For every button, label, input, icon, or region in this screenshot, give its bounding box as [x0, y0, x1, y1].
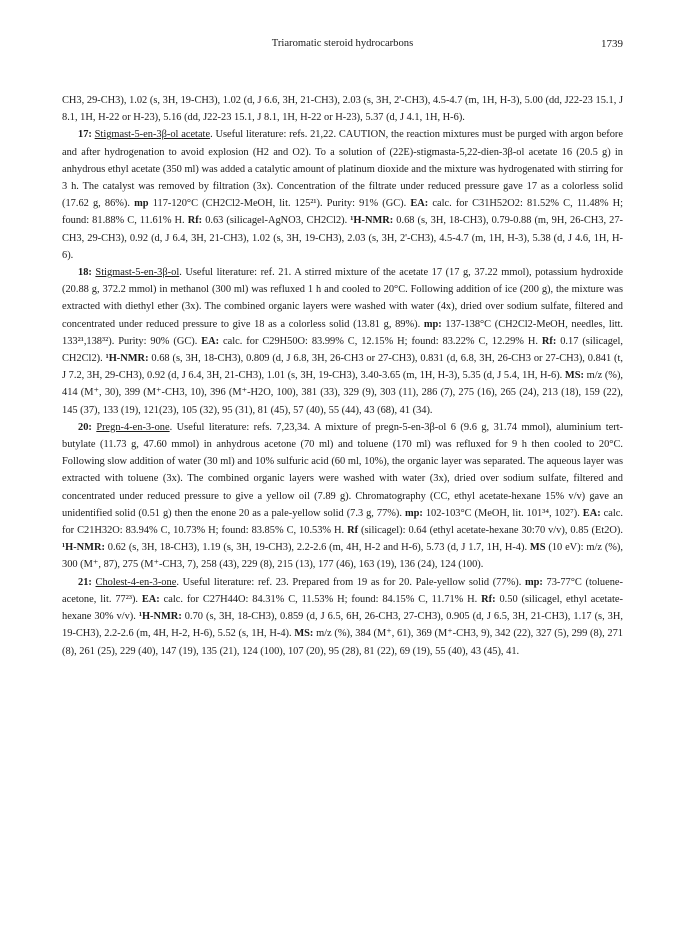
compound-title: Pregn-4-en-3-one — [96, 421, 170, 433]
text-run: 73-77°C (toluene-acetone, lit. 77²³). — [62, 576, 623, 605]
text-run: calc. for C21H32O: 83.94% C, 10.73% H; found: 83.85% C, 10.53% H. — [62, 507, 623, 537]
compound-title: Cholest-4-en-3-one — [95, 576, 177, 588]
data-label: Rf: — [481, 593, 496, 605]
paragraph-p3 — [62, 419, 623, 574]
text-run: calc. for C27H44O: 84.31% C, 11.53% H; found: 84.15% C, 11.71% H. — [159, 593, 482, 605]
text-run: 0.70 (s, 3H, 18-CH3), 0.859 (d, J 6.5, 6H, 26-CH3, 27-CH3), 0.905 (d, J 6.5, 3H, 21-CH3), 1.17 (s, 3H, 19-CH3), 2.2-2.6 (m, 4H, H-2, H-6), 5.52 (s, 1H, H-4). — [62, 611, 623, 640]
text-run: 0.63 (silicagel-AgNO3, CH2Cl2). — [202, 215, 351, 227]
data-label: Rf — [347, 525, 359, 537]
data-label: mp: — [524, 576, 543, 588]
paragraph-p0 — [62, 92, 623, 126]
text-run: m/z (%), 384 (M⁺, 61), 369 (M⁺-CH3, 9), 342 (22), 327 (5), 299 (8), 271 (8), 261 (25), 229 (40), 147 (19), 135 (21), 124 (100), 107 (20), 95 (28), 81 (22), 69 (19), 55 (40), 43 (45), 41. — [62, 628, 623, 657]
text-run: . Useful literature: ref. 21. A stirred mixture of the acetate 17 (17 g, 37.22 mmol), potassium hydroxide (20.88 g, 372.2 mmol) in methanol (300 ml) was refluxed 1 h and cooled to 20°C. Following addition of ice (200 g), the mixture was extracted with diethyl ether (3x). The combined organic layers were washed with water (4x), dried over sodium sulfate, filtered and concentrated under reduced pressure to give 18 as a colorless solid (13.81 g, 89%). — [62, 267, 623, 330]
text-run: (silicagel): 0.64 (ethyl acetate-hexane 30:70 v/v), 0.85 (Et2O). — [358, 525, 623, 537]
data-label: EA: — [410, 198, 429, 210]
compound-number: 18: — [78, 267, 96, 279]
text-run: 102-103°C (MeOH, lit. 101³⁴, 102⁷). — [422, 507, 583, 519]
text-run: 117-120°C (CH2Cl2-MeOH, lit. 125²¹). Purity: 91% (GC). — [148, 198, 411, 210]
data-label: mp: — [423, 318, 442, 330]
data-label: EA: — [201, 335, 220, 347]
compound-number: 21: — [78, 576, 96, 588]
page-number: 1739 — [601, 38, 623, 50]
text-run: . Useful literature: ref. 23. Prepared from 19 as for 20. Pale-yellow solid (77%). — [176, 576, 525, 588]
data-label: EA: — [582, 507, 601, 519]
data-label: EA: — [141, 593, 160, 605]
data-label: ¹H-NMR: — [138, 611, 182, 623]
text-run: 0.68 (s, 3H, 18-CH3), 0.809 (d, J 6.8, 3H, 26-CH3 or 27-CH3), 0.831 (d, 6.8, 3H, 26-CH3 or 27-CH3), 0.841 (t, J 7.2, 3H, 29-CH3), 0.92 (d, J 6.4, 3H, 21-CH3), 1.01 (s, 3H, 19-CH3), 3.40-3.65 (m, 1H, H-3), 5.35 (d, J 5.4, 1H, H-6). — [62, 353, 623, 382]
compound-title: Stigmast-5-en-3β-ol acetate — [94, 129, 211, 141]
text-run: 0.68 (s, 3H, 18-CH3), 0.79-0.88 (m, 9H, 26-CH3, 27-CH3, 29-CH3), 0.92 (d, J 6.4, 3H, 21-CH3), 1.02 (s, 3H, 19-CH3), 2.03 (s, 3H, 2'-CH3), 4.5-4.7 (m, 1H, H-3), 5.38 (d, J 4.6, 1H, H-6). — [62, 215, 623, 261]
data-label: ¹H-NMR: — [350, 215, 394, 227]
text-run: CH3, 29-CH3), 1.02 (s, 3H, 19-CH3), 1.02 (d, J 6.6, 3H, 21-CH3), 2.03 (s, 3H, 2'-CH3), 4.5-4.7 (m, 1H, H-3), 5.00 (dd, J22-23 15.1, J 8.1, 1H, H-22 or H-23), 5.16 (dd, J22-23 15.1, J 8.1, 1H, H-22 or H-23), 5.37 (d, J 4.1, 1H, H-6). — [62, 95, 623, 124]
data-label: ¹H-NMR: — [62, 542, 105, 554]
text-run: . Useful literature: refs. 21,22. CAUTION, the reaction mixtures must be purged with argon before and after hydrogenation to avoid explosion (H2 and O2). To a solution of (22E)-stigmasta-5,22-dien-3β-ol acetate 16 (20.5 g) in anhydrous ethyl acetate (350 ml) was added a catalytic amount of platinum dioxide and the mixture was hydrogenated with stirring for 3 h. The catalyst was removed by filtration (3x). Concentration of the filtrate under reduced pressure gave 17 as a colorless solid (17.62 g, 86%). — [62, 129, 623, 210]
paragraph-p2 — [62, 264, 623, 419]
text-run: (10 eV): m/z (%), 300 (M⁺, 87), 275 (M⁺-CH3, 7), 258 (43), 229 (8), 215 (13), 177 (46), 163 (19), 136 (24), 124 (100). — [62, 542, 623, 571]
compound-title: Stigmast-5-en-3β-ol — [95, 267, 180, 279]
data-label: Rf: — [187, 215, 203, 227]
text-run: 137-138°C (CH2Cl2-MeOH, needles, litt. 133²¹,138³²). Purity: 90% (GC). — [62, 318, 623, 347]
text-run: calc. for C29H50O: 83.99% C, 12.15% H; found: 83.22% C, 12.29% H. — [219, 335, 542, 347]
compound-number: 20: — [78, 421, 97, 433]
paragraph-p1 — [62, 126, 623, 264]
text-run: 0.50 (silicagel, ethyl acetate-hexane 30% v/v). — [62, 593, 623, 623]
text-run: . Useful literature: refs. 7,23,34. A mixture of pregn-5-en-3β-ol 6 (9.6 g, 31.74 mmol), aluminium tert-butylate (11.73 g, 47.60 mmol) in anhydrous acetone (70 ml) and toluene (170 ml) was refluxed for 9 h then cooled to 20°C. Following slow addition of water (30 ml) and 10% sulfuric acid (60 ml, 10%), the organic layer was separated. The aqueous layer was extracted with toluene (3x). The combined organic layers were washed with water (3x), dried over sodium sulfate, filtered and concentrated under reduced pressure to give a yellow oil (7.89 g). Chromatography (CC, ethyl acetate-hexane 15% v/v) gave an unidentified solid (0.51 g) then the enone 20 as a pale-yellow solid (7.3 g, 77%). — [62, 421, 623, 519]
running-title: Triaromatic steroid hydrocarbons — [271, 38, 414, 49]
compound-number: 17: — [78, 129, 95, 141]
data-label: MS: — [564, 370, 584, 382]
article-body — [62, 92, 623, 660]
data-label: Rf: — [541, 335, 557, 347]
data-label: mp: — [404, 507, 423, 519]
data-label: ¹H-NMR: — [105, 353, 149, 365]
page-header — [62, 38, 623, 54]
text-run: calc. for C31H52O2: 81.52% C, 11.48% H; found: 81.88% C, 11.61% H. — [62, 198, 623, 227]
text-run: 0.62 (s, 3H, 18-CH3), 1.19 (s, 3H, 19-CH3), 2.2-2.6 (m, 4H, H-2 and H-6), 5.73 (d, J 1.7, 1H, H-4). — [104, 542, 530, 554]
text-run: m/z (%), 414 (M⁺, 30), 399 (M⁺-CH3, 10), 396 (M⁺-H2O, 100), 381 (33), 329 (9), 303 (11), 286 (7), 275 (16), 265 (24), 213 (18), 159 (22), 145 (37), 133 (19), 121(23), 105 (32), 95 (31), 81 (45), 57 (40), 55 (44), 43 (68), 41 (34). — [62, 370, 624, 416]
data-label: MS — [529, 542, 546, 554]
data-label: MS: — [294, 628, 314, 640]
data-label: mp — [134, 198, 149, 210]
text-run: 0.17 (silicagel, CH2Cl2). — [62, 335, 624, 365]
paragraph-p4 — [62, 574, 623, 660]
